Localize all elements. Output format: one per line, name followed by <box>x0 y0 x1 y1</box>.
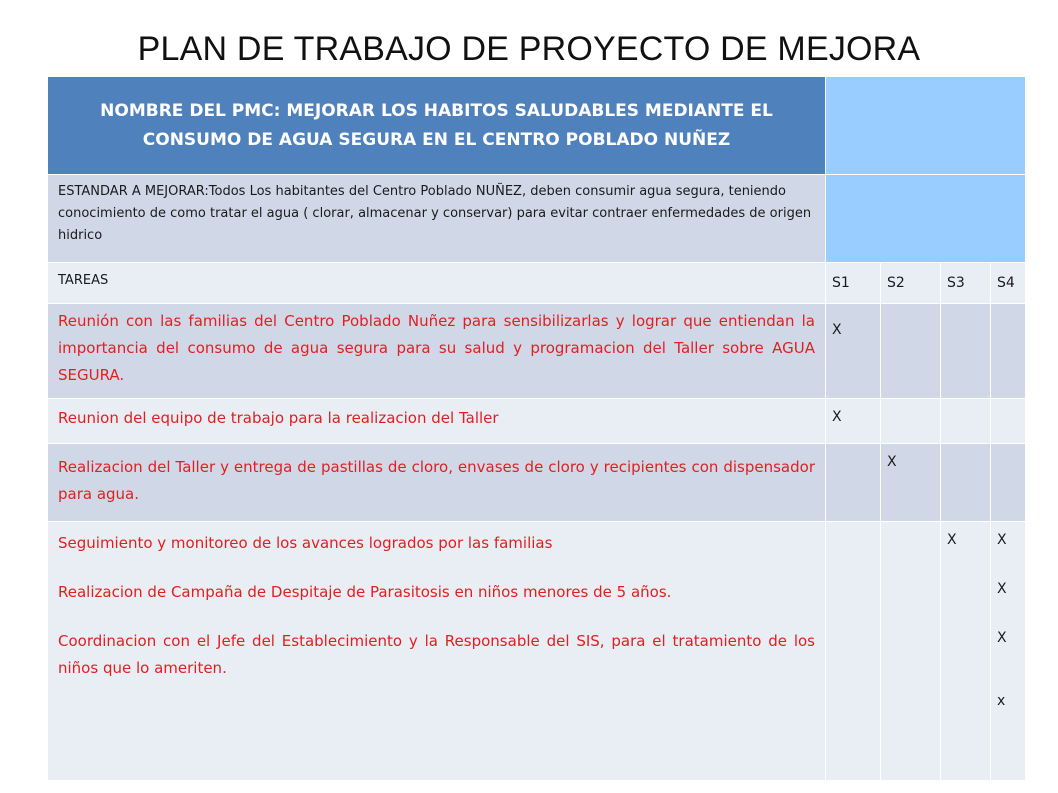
task-mark: X <box>997 532 1007 548</box>
pmc-name-row <box>48 77 1026 175</box>
task-text: Reunión con las familias del Centro Poblado Nuñez para sensibilizarlas y lograr que entiendan la importancia del consumo de agua segura para su salud y programacion del Taller sobre AGUA SEGURA. <box>48 304 826 399</box>
header-side-cell <box>826 77 1026 175</box>
task-mark-s4 <box>991 444 1026 522</box>
standard-side-cell <box>826 175 1026 263</box>
week-header-s2: S2 <box>881 263 941 304</box>
task-mark-s3 <box>941 304 991 399</box>
task-mark-s2 <box>881 304 941 399</box>
task-mark-s4 <box>991 522 1026 781</box>
task-mark-s1: X <box>826 399 881 444</box>
task-text-group <box>48 522 826 781</box>
task-mark-s4 <box>991 304 1026 399</box>
week-header-s4: S4 <box>991 263 1026 304</box>
task-mark-s2: X <box>881 444 941 522</box>
task-mark-s3 <box>941 444 991 522</box>
task-line: Coordinacion con el Jefe del Establecimiento y la Responsable del SIS, para el tratamiento de los niños que lo ameriten. <box>58 632 815 677</box>
task-mark-s3 <box>941 522 991 781</box>
task-mark-s4 <box>991 399 1026 444</box>
slide-title: PLAN DE TRABAJO DE PROYECTO DE MEJORA <box>137 30 921 68</box>
standard-text: ESTANDAR A MEJORAR:Todos Los habitantes del Centro Poblado NUÑEZ, deben consumir agua segura, teniendo conocimiento de como tratar el agua ( clorar, almacenar y conservar) para evitar contraer enfermedades de origen hidrico <box>48 175 826 263</box>
work-plan-table <box>47 76 1026 781</box>
task-mark-s1: X <box>826 304 881 399</box>
task-mark: X <box>947 532 957 548</box>
task-mark-s1 <box>826 522 881 781</box>
task-mark-s3 <box>941 399 991 444</box>
week-header-s1: S1 <box>826 263 881 304</box>
table-row <box>48 399 1026 444</box>
table-row <box>48 522 1026 781</box>
task-line: Seguimiento y monitoreo de los avances logrados por las familias <box>58 534 553 552</box>
task-mark-s1 <box>826 444 881 522</box>
standard-row <box>48 175 1026 263</box>
task-text: Reunion del equipo de trabajo para la realizacion del Taller <box>48 399 826 444</box>
table-row <box>48 444 1026 522</box>
week-header-s3: S3 <box>941 263 991 304</box>
task-text: Realizacion del Taller y entrega de pastillas de cloro, envases de cloro y recipientes con dispensador para agua. <box>48 444 826 522</box>
task-mark: X <box>997 630 1007 646</box>
task-line: Realizacion de Campaña de Despitaje de Parasitosis en niños menores de 5 años. <box>58 583 672 601</box>
task-mark-s2 <box>881 522 941 781</box>
tasks-header-row <box>48 263 1026 304</box>
task-mark-s2 <box>881 399 941 444</box>
task-mark: x <box>997 693 1006 709</box>
task-mark: X <box>997 581 1007 597</box>
table-row <box>48 304 1026 399</box>
tasks-column-header: TAREAS <box>48 263 826 304</box>
pmc-name-cell: NOMBRE DEL PMC: MEJORAR LOS HABITOS SALUDABLES MEDIANTE EL CONSUMO DE AGUA SEGURA EN EL CENTRO POBLADO NUÑEZ <box>48 77 826 175</box>
